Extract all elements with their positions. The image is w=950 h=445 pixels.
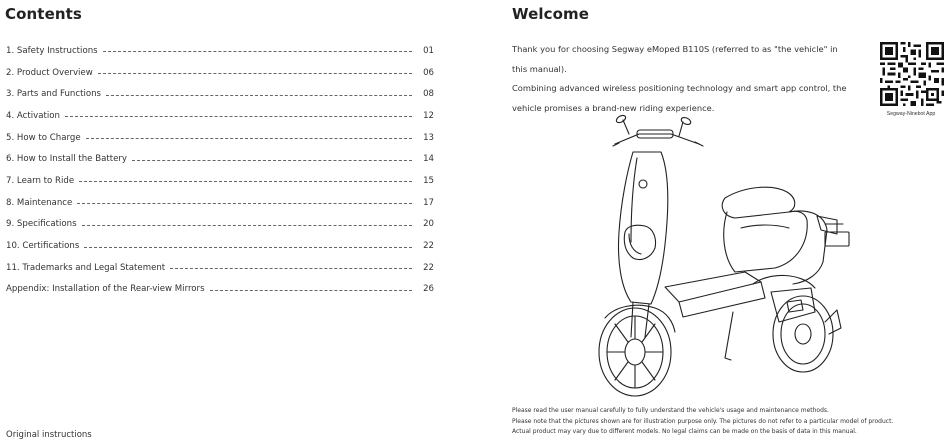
usage-notes [512, 406, 948, 438]
qr-caption: Segway-Ninebot App [886, 111, 936, 117]
toc-entry-label: 6. How to Install the Battery [6, 154, 128, 165]
contents-title: Contents [5, 5, 82, 23]
welcome-paragraph: Combining advanced wireless positioning technology and smart app control, the vehicle promises a brand-new riding experience. [512, 83, 847, 113]
toc-entry[interactable] [6, 127, 434, 149]
toc-leader-dots [82, 225, 412, 226]
toc-entry[interactable] [6, 83, 434, 105]
toc-entry-page: 13 [423, 132, 434, 143]
toc-entry-page: 26 [423, 284, 434, 295]
toc-entry[interactable] [6, 148, 434, 170]
toc-leader-dots [132, 160, 412, 161]
table-of-contents [6, 40, 434, 300]
toc-entry-label: 7. Learn to Ride [6, 175, 75, 186]
toc-entry-page: 22 [423, 241, 434, 252]
toc-leader-dots [65, 116, 412, 117]
toc-entry[interactable] [6, 170, 434, 192]
toc-entry-label: 10. Certifications [6, 241, 80, 252]
toc-entry[interactable] [6, 40, 434, 62]
toc-leader-dots [210, 290, 412, 291]
note-line: Actual product may vary due to different models. No legal claims can be made on the basis of data in this manual. [512, 428, 857, 435]
toc-leader-dots [103, 51, 412, 52]
note-line: Please note that the pictures shown are for illustration purpose only. The pictures do not refer to a particular model of product. [512, 417, 894, 425]
toc-entry-label: 5. How to Charge [6, 132, 81, 143]
welcome-page [475, 0, 950, 445]
toc-leader-dots [84, 247, 412, 248]
toc-entry-label: 11. Trademarks and Legal Statement [6, 262, 166, 273]
toc-entry[interactable] [6, 192, 434, 214]
toc-leader-dots [86, 138, 412, 139]
welcome-paragraph: Thank you for choosing Segway eMoped B110S (referred to as "the vehicle" in this manual). [512, 44, 838, 74]
note-line: Please read the user manual carefully to fully understand the vehicle's usage and maintenance methods. [512, 407, 829, 414]
qr-code-icon [880, 42, 944, 106]
toc-entry-page: 08 [423, 89, 434, 100]
emoped-illustration [575, 112, 875, 402]
toc-entry-label: 9. Specifications [6, 219, 77, 230]
toc-entry-page: 22 [423, 262, 434, 273]
toc-entry[interactable] [6, 257, 434, 279]
toc-entry[interactable] [6, 279, 434, 301]
toc-leader-dots [77, 203, 412, 204]
welcome-title: Welcome [512, 5, 590, 23]
toc-entry-label: 4. Activation [6, 110, 60, 121]
toc-entry-label: 3. Parts and Functions [6, 89, 102, 100]
toc-entry[interactable] [6, 214, 434, 236]
toc-entry-page: 06 [423, 67, 434, 78]
toc-entry-page: 14 [423, 154, 434, 165]
toc-entry-label: 1. Safety Instructions [6, 45, 98, 56]
toc-entry-page: 17 [423, 197, 434, 208]
toc-leader-dots [79, 181, 412, 182]
toc-entry[interactable] [6, 235, 434, 257]
toc-entry-page: 20 [423, 219, 434, 230]
toc-entry-label: 8. Maintenance [6, 197, 73, 208]
original-instructions-note: Original instructions [6, 430, 92, 440]
toc-entry-page: 12 [423, 110, 434, 121]
welcome-intro [512, 40, 852, 118]
toc-entry-page: 15 [423, 175, 434, 186]
toc-leader-dots [106, 95, 412, 96]
toc-leader-dots [98, 73, 412, 74]
toc-entry-page: 01 [423, 45, 434, 56]
toc-entry[interactable] [6, 62, 434, 84]
toc-entry[interactable] [6, 105, 434, 127]
toc-leader-dots [170, 268, 412, 269]
toc-entry-label: 2. Product Overview [6, 67, 93, 78]
toc-entry-label: Appendix: Installation of the Rear-view Mirrors [6, 284, 205, 295]
